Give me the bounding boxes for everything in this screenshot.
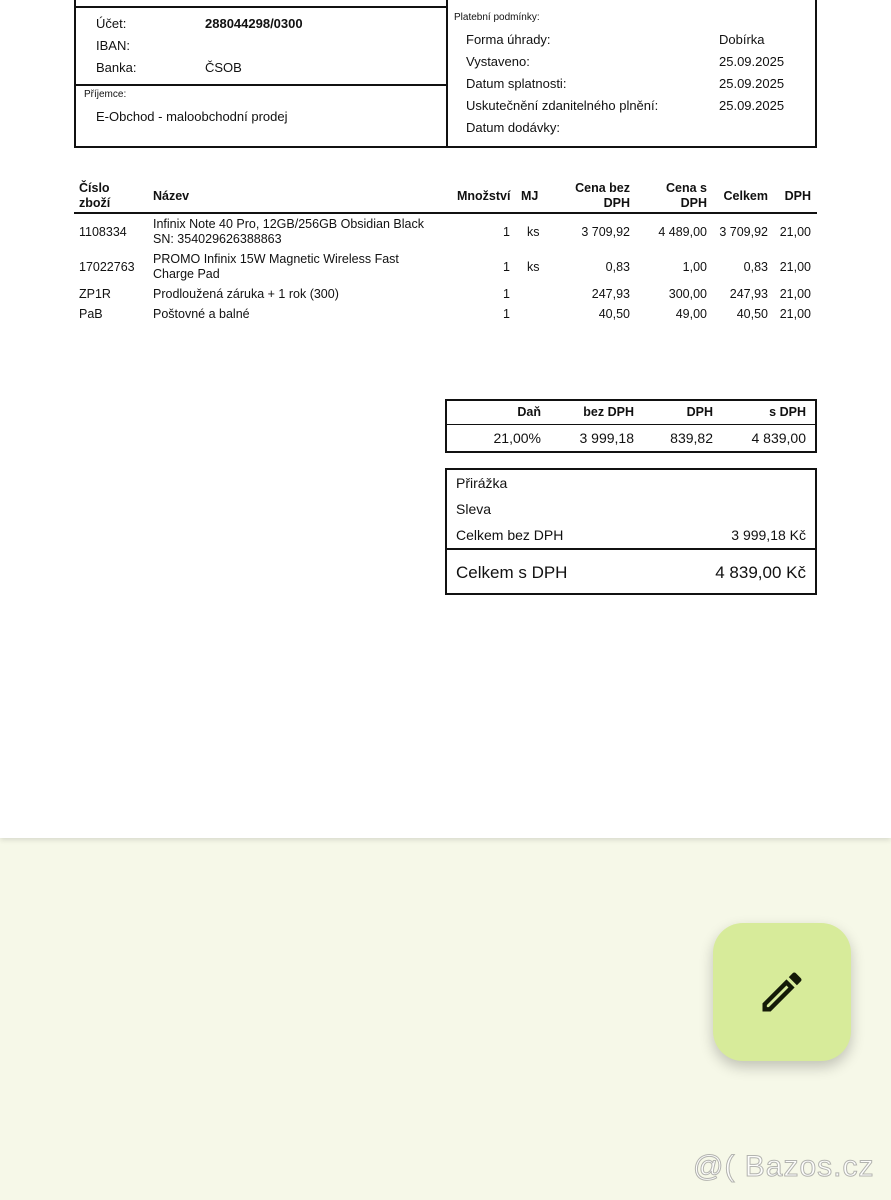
col-header-price-gross: DPH: [680, 196, 707, 210]
row-vat: 21,00: [779, 307, 811, 321]
col-header-qty: Množství: [457, 189, 511, 203]
row-code: 17022763: [79, 260, 135, 274]
col-header-name: Název: [153, 189, 190, 203]
row-qty: 1: [503, 260, 510, 274]
term-label: Datum dodávky:: [466, 120, 560, 135]
row-price-gross: 1,00: [682, 260, 707, 274]
row-total: 3 709,92: [719, 225, 768, 239]
row-qty: 1: [503, 225, 510, 239]
table-header-rule: [74, 212, 817, 214]
row-code: ZP1R: [79, 287, 111, 301]
row-price-net: 3 709,92: [581, 225, 630, 239]
vat-rate: 21,00%: [493, 430, 541, 446]
row-price-net: 0,83: [605, 260, 630, 274]
row-price-net: 247,93: [591, 287, 630, 301]
vat-header-gross: s DPH: [769, 405, 806, 419]
row-price-net: 40,50: [598, 307, 630, 321]
row-vat: 21,00: [779, 225, 811, 239]
vat-header-base: bez DPH: [583, 405, 634, 419]
term-label: Vystaveno:: [466, 54, 530, 69]
gross-total-value: 4 839,00 Kč: [715, 563, 806, 582]
term-value: Dobírka: [719, 32, 765, 47]
col-header-vat: DPH: [784, 189, 811, 203]
vat-amount: 839,82: [670, 430, 713, 446]
row-price-gross: 49,00: [675, 307, 707, 321]
term-label: Uskutečnění zdanitelného plnění:: [466, 98, 659, 113]
row-price-gross: 4 489,00: [658, 225, 707, 239]
col-header-code: Číslo: [79, 181, 110, 195]
row-vat: 21,00: [779, 260, 811, 274]
divider: [74, 6, 448, 8]
row-vat: 21,00: [779, 287, 811, 301]
row-qty: 1: [503, 287, 510, 301]
divider: [445, 424, 817, 425]
vat-header-vat: DPH: [686, 405, 713, 419]
recipient-value: E-Obchod - maloobchodní prodej: [96, 109, 288, 124]
row-unit: ks: [527, 225, 540, 239]
divider: [74, 84, 448, 86]
row-name: Prodloužená záruka + 1 rok (300): [153, 287, 339, 301]
col-header-total: Celkem: [723, 189, 768, 203]
row-total: 40,50: [736, 307, 768, 321]
gross-total-label: Celkem s DPH: [456, 563, 568, 582]
vat-gross: 4 839,00: [751, 430, 806, 446]
row-name: SN: 354029626388863: [153, 232, 282, 246]
row-total: 247,93: [729, 287, 768, 301]
row-total: 0,83: [743, 260, 768, 274]
row-name: Poštovné a balné: [153, 307, 250, 321]
col-header-price-net: Cena bez: [575, 181, 630, 195]
iban-label: IBAN:: [96, 38, 130, 53]
term-value: 25.09.2025: [719, 54, 785, 69]
vat-base: 3 999,18: [579, 430, 634, 446]
row-qty: 1: [503, 307, 510, 321]
row-name: Charge Pad: [153, 267, 220, 281]
bank-label: Banka:: [96, 60, 137, 75]
row-name: PROMO Infinix 15W Magnetic Wireless Fast: [153, 252, 399, 266]
edit-button[interactable]: [713, 923, 851, 1061]
account-label: Účet:: [96, 16, 127, 31]
account-number: 288044298/0300: [205, 16, 303, 31]
term-value: 25.09.2025: [719, 98, 785, 113]
bank-name: ČSOB: [205, 60, 242, 75]
row-unit: ks: [527, 260, 540, 274]
pencil-icon: [756, 966, 808, 1018]
col-header-code: zboží: [79, 196, 111, 210]
col-header-price-gross: Cena s: [666, 181, 707, 195]
col-header-price-net: DPH: [603, 196, 630, 210]
net-total-value: 3 999,18 Kč: [731, 527, 806, 543]
discount-label: Sleva: [456, 501, 492, 517]
term-value: 25.09.2025: [719, 76, 785, 91]
net-total-label: Celkem bez DPH: [456, 527, 564, 543]
row-price-gross: 300,00: [668, 287, 707, 301]
payment-terms-title: Platební podmínky:: [454, 12, 540, 23]
col-header-unit: MJ: [521, 189, 539, 203]
term-label: Datum splatnosti:: [466, 76, 567, 91]
recipient-label: Příjemce:: [84, 89, 127, 100]
watermark: @( Bazos.cz: [693, 1150, 875, 1183]
row-name: Infinix Note 40 Pro, 12GB/256GB Obsidian Black: [153, 217, 424, 231]
row-code: PaB: [79, 307, 103, 321]
divider: [445, 548, 817, 550]
vat-header-rate: Daň: [517, 405, 541, 419]
row-code: 1108334: [79, 225, 127, 239]
term-label: Forma úhrady:: [466, 32, 551, 47]
surcharge-label: Přirážka: [456, 475, 508, 491]
